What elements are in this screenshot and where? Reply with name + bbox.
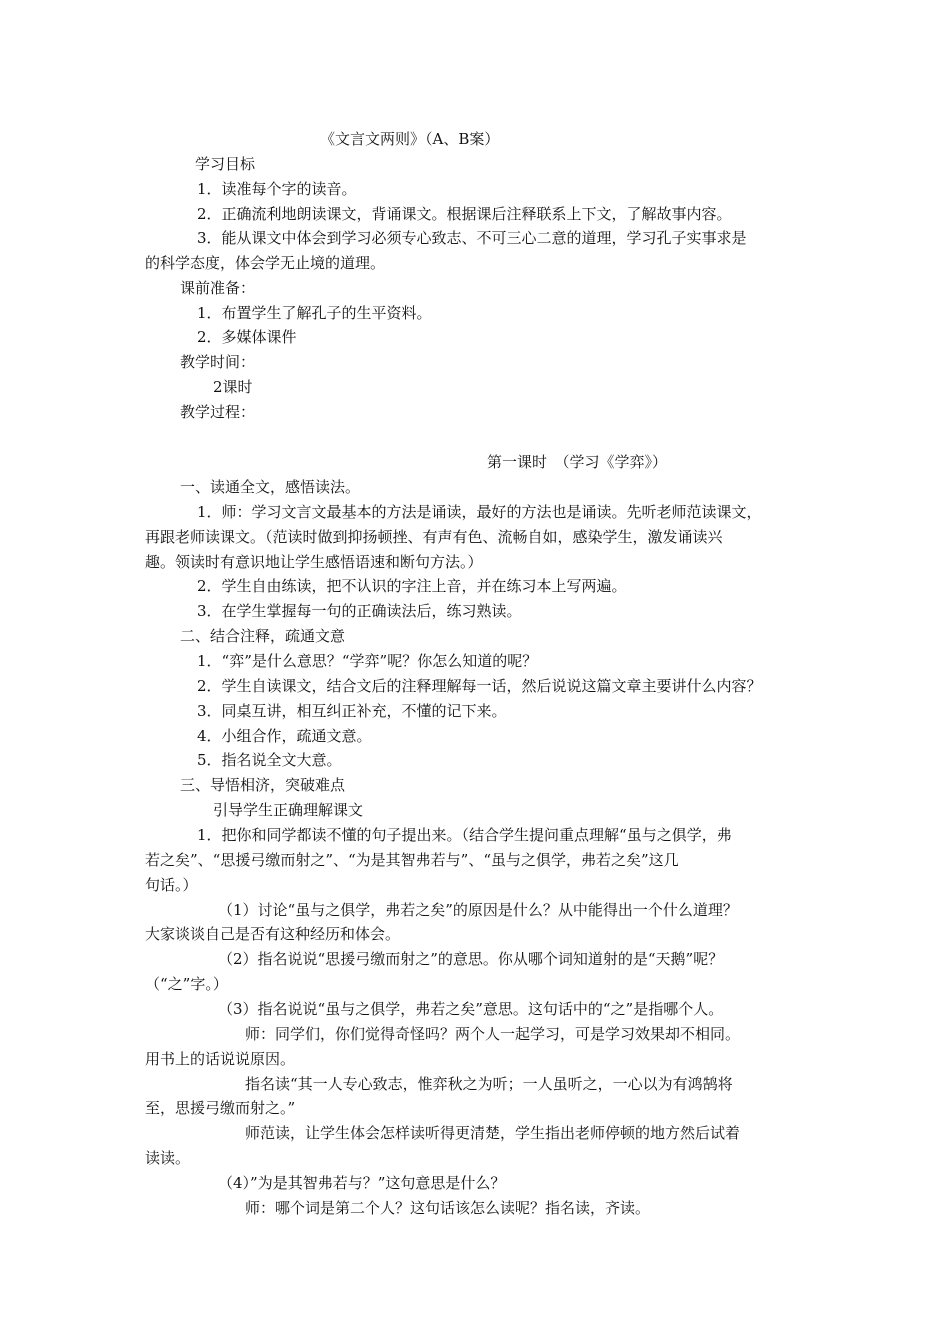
text-line: 再跟老师读课文。（范读时做到抑扬顿挫、有声有色、流畅自如，感染学生，激发诵读兴 <box>145 528 723 546</box>
doc-title: 《文言文两则》（A、B案） <box>320 130 500 148</box>
text-line: 5．指名说全文大意。 <box>197 751 342 769</box>
text-line: 师范读，让学生体会怎样读听得更清楚，学生指出老师停顿的地方然后试着 <box>245 1124 741 1142</box>
text-line: 用书上的话说说原因。 <box>145 1050 296 1068</box>
text-line: 句话。） <box>145 876 198 894</box>
text-line: 1．师：学习文言文最基本的方法是诵读，最好的方法也是诵读。先听老师范读课文， <box>197 503 762 521</box>
text-line: （1）讨论“虽与之俱学，弗若之矣”的原因是什么？从中能得出一个什么道理？ <box>218 901 738 919</box>
text-line: 趣。领读时有意识地让学生感悟语速和断句方法。） <box>145 553 483 571</box>
text-line: 若之矣”、“思援弓缴而射之”、“为是其智弗若与”、“虽与之俱学，弗若之矣”这几 <box>145 851 679 869</box>
text-line: 3．同桌互讲，相互纠正补充，不懂的记下来。 <box>197 702 507 720</box>
text-line: （3）指名说说“虽与之俱学，弗若之矣”意思。这句话中的“之”是指哪个人。 <box>218 1000 724 1018</box>
text-line: 2．多媒体课件 <box>197 328 297 346</box>
text-line: 2．学生自由练读，把不认识的字注上音，并在练习本上写两遍。 <box>197 577 627 595</box>
text-line: （4）”为是其智弗若与？”这句意思是什么？ <box>218 1174 506 1192</box>
text-line: 学习目标 <box>195 155 256 173</box>
text-line: 师：同学们，你们觉得奇怪吗？两个人一起学习，可是学习效果却不相同。 <box>245 1025 741 1043</box>
text-line: 教学时间： <box>180 353 256 371</box>
text-line: 4．小组合作，疏通文意。 <box>197 727 372 745</box>
section-heading: 第一课时 （学习《学弈》） <box>487 453 668 471</box>
text-line: 1．把你和同学都读不懂的句子提出来。（结合学生提问重点理解“虽与之俱学，弗 <box>197 826 732 844</box>
text-line: 2．学生自读课文，结合文后的注释理解每一话，然后说说这篇文章主要讲什么内容？ <box>197 677 762 695</box>
text-line: 引导学生正确理解课文 <box>213 801 364 819</box>
text-line: 二、结合注释，疏通文意 <box>180 627 346 645</box>
text-line: 教学过程： <box>180 403 256 421</box>
text-line: 3．能从课文中体会到学习必须专心致志、不可三心二意的道理，学习孔子实事求是 <box>197 229 747 247</box>
text-line: 1．读准每个字的读音。 <box>197 180 357 198</box>
text-line: 师：哪个词是第二个人？这句话该怎么读呢？指名读，齐读。 <box>245 1199 651 1217</box>
text-line: 一、读通全文，感悟读法。 <box>180 478 361 496</box>
text-line: 的科学态度，体会学无止境的道理。 <box>145 254 386 272</box>
text-line: 至，思援弓缴而射之。” <box>145 1099 296 1117</box>
text-line: 读读。 <box>145 1149 191 1167</box>
text-line: （“之”字。） <box>145 975 228 993</box>
text-line: 1．布置学生了解孔子的生平资料。 <box>197 304 432 322</box>
text-line: 大家谈谈自己是否有这种经历和体会。 <box>145 925 401 943</box>
text-line: 2．正确流利地朗读课文，背诵课文。根据课后注释联系上下文，了解故事内容。 <box>197 205 732 223</box>
text-line: （2）指名说说“思援弓缴而射之”的意思。你从哪个词知道射的是“天鹅”呢？ <box>218 950 724 968</box>
text-line: 课前准备： <box>180 279 256 297</box>
text-line: 指名读“其一人专心致志，惟弈秋之为听；一人虽听之，一心以为有鸿鹄将 <box>245 1075 733 1093</box>
text-line: 3．在学生掌握每一句的正确读法后，练习熟读。 <box>197 602 522 620</box>
text-line: 1．“弈”是什么意思？“学弈”呢？你怎么知道的呢？ <box>197 652 538 670</box>
text-line: 三、导悟相济，突破难点 <box>180 776 346 794</box>
text-line: 2课时 <box>213 378 253 396</box>
